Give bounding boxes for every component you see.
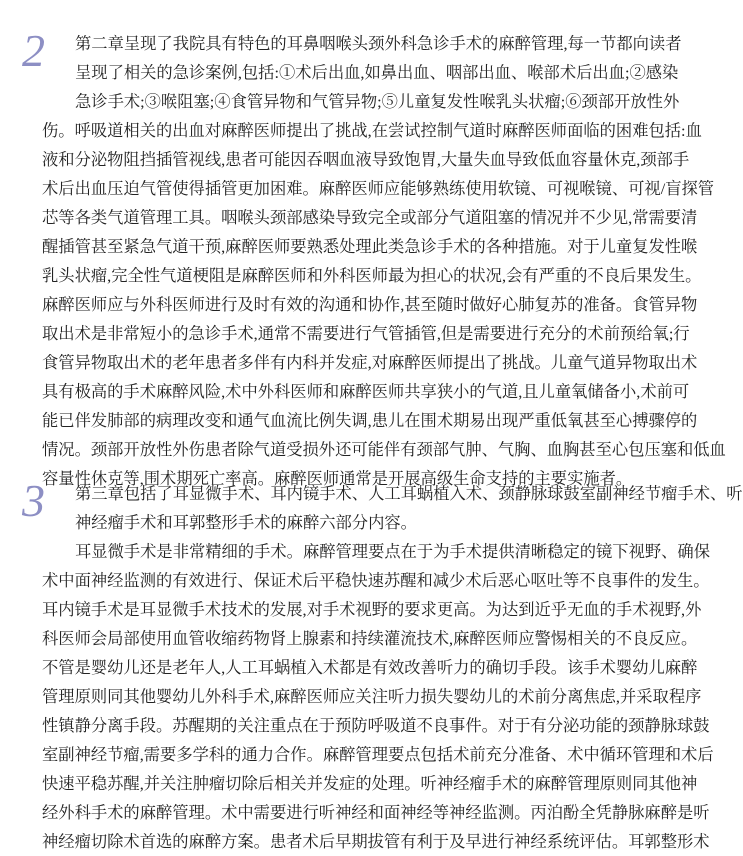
text-line: 室副神经节瘤,需要多学科的通力合作。麻醉管理要点包括术前充分准备、术中循环管理和术后 (42, 745, 714, 764)
text-line: 乳头状瘤,完全性气道梗阻是麻醉医师和外科医师最为担心的状况,会有严重的不良后果发生。 (42, 266, 702, 285)
section-number-3: 3 (22, 475, 45, 526)
text-line: 神经瘤切除术首选的麻醉方案。患者术后早期拔管有利于及早进行神经系统评估。耳郭整形术 (42, 832, 710, 851)
text-line: 耳显微手术是非常精细的手术。麻醉管理要点在于为手术提供清晰稳定的镜下视野、确保 (75, 542, 710, 561)
text-line: 耳内镜手术是耳显微手术技术的发展,对手术视野的要求更高。为达到近乎无血的手术视野,外 (42, 600, 702, 619)
text-line: 不管是婴幼儿还是老年人,人工耳蜗植入术都是有效改善听力的确切手段。该手术婴幼儿麻醉 (42, 658, 698, 677)
text-line: 急诊手术;③喉阻塞;④食管异物和气管异物;⑤儿童复发性喉乳头状瘤;⑥颈部开放性外 (75, 92, 680, 111)
text-line: 能已伴发肺部的病理改变和通气血流比例失调,患儿在围术期易出现严重低氧甚至心搏骤停的 (42, 411, 698, 430)
text-line: 食管异物取出术的老年患者多伴有内科并发症,对麻醉医师提出了挑战。儿童气道异物取出术 (42, 353, 698, 372)
text-line: 伤。呼吸道相关的出血对麻醉医师提出了挑战,在尝试控制气道时麻醉医师面临的困难包括:血 (42, 121, 702, 140)
text-line: 醒插管甚至紧急气道干预,麻醉医师要熟悉处理此类急诊手术的各种措施。对于儿童复发性喉 (42, 237, 698, 256)
text-line: 芯等各类气道管理工具。咽喉头颈部感染导致完全或部分气道阻塞的情况并不少见,常需要清 (42, 208, 698, 227)
text-line: 快速平稳苏醒,并关注肿瘤切除后相关并发症的处理。听神经瘤手术的麻醉管理原则同其他神 (42, 774, 698, 793)
text-line: 管理原则同其他婴幼儿外科手术,麻醉医师应关注听力损失婴幼儿的术前分离焦虑,并采取程序 (42, 687, 702, 706)
text-line: 呈现了相关的急诊案例,包括:①术后出血,如鼻出血、咽部出血、喉部术后出血;②感染 (75, 63, 679, 82)
section-number-2: 2 (22, 25, 45, 76)
section-2-text (42, 29, 726, 493)
text-line: 液和分泌物阻挡插管视线,患者可能因吞咽血液导致饱胃,大量失血导致低血容量休克,颈部手 (42, 150, 690, 169)
text-line: 容量性休克等,围术期死亡率高。麻醉医师通常是开展高级生命支持的主要实施者。 (42, 469, 633, 488)
text-line: 术后出血压迫气管使得插管更加困难。麻醉医师应能够熟练使用软镜、可视喉镜、可视/盲探管 (42, 179, 715, 198)
text-line: 具有极高的手术麻醉风险,术中外科医师和麻醉医师共享狭小的气道,且儿童氧储备小,术前可 (42, 382, 690, 401)
text-line: 第三章包括了耳显微手术、耳内镜手术、人工耳蜗植入术、颈静脉球鼓室副神经节瘤手术、听 (75, 484, 743, 503)
text-line: 神经瘤手术和耳郭整形手术的麻醉六部分内容。 (75, 513, 417, 532)
text-line: 科医师会局部使用血管收缩药物肾上腺素和持续灌流技术,麻醉医师应警惕相关的不良反应。 (42, 629, 698, 648)
text-line: 性镇静分离手段。苏醒期的关注重点在于预防呼吸道不良事件。对于有分泌功能的颈静脉球鼓 (42, 716, 710, 735)
text-line: 麻醉医师应与外科医师进行及时有效的沟通和协作,甚至随时做好心肺复苏的准备。食管异物 (42, 295, 698, 314)
section-3-text (42, 479, 743, 856)
text-line: 取出术是非常短小的急诊手术,通常不需要进行气管插管,但是需要进行充分的术前预给氧;行 (42, 324, 690, 343)
text-line: 术中面神经监测的有效进行、保证术后平稳快速苏醒和减少术后恶心呕吐等不良事件的发生。 (42, 571, 710, 590)
text-line: 第二章呈现了我院具有特色的耳鼻咽喉头颈外科急诊手术的麻醉管理,每一节都向读者 (75, 34, 682, 53)
text-line: 经外科手术的麻醉管理。术中需要进行听神经和面神经等神经监测。丙泊酚全凭静脉麻醉是听 (42, 803, 710, 822)
text-line: 情况。颈部开放性外伤患者除气道受损外还可能伴有颈部气肿、气胸、血胸甚至心包压塞和低血 (42, 440, 726, 459)
